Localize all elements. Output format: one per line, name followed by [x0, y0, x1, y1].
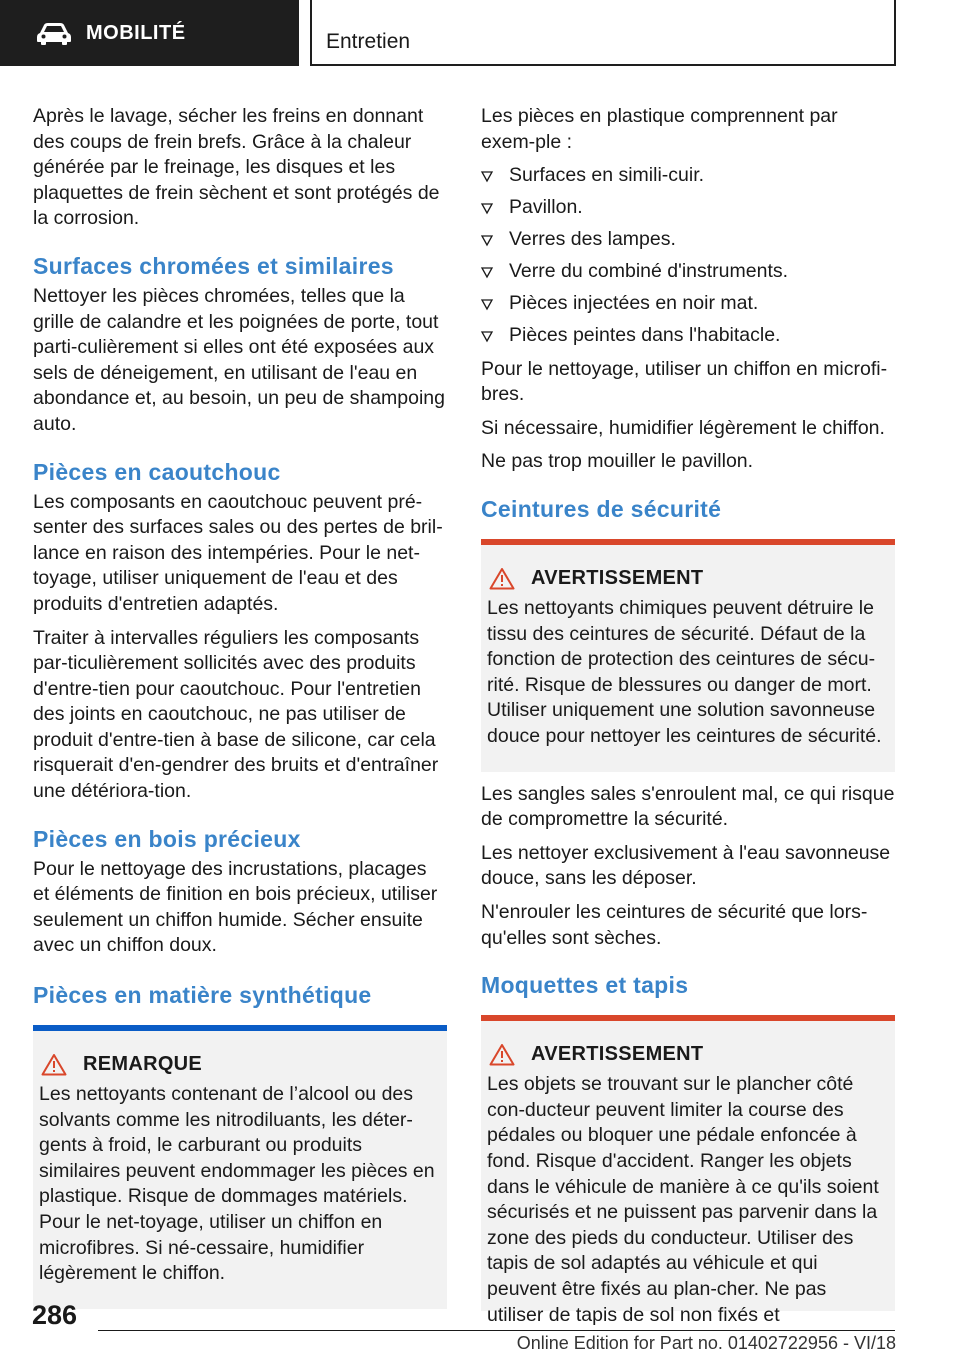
notice-box-carpets [481, 1021, 895, 1326]
belts-paragraph-2: Les nettoyer exclusivement à l'eau savonneuse douce, sans les déposer. [481, 841, 891, 890]
triangle-bullet-icon [481, 203, 493, 214]
heading-chrome: Surfaces chromées et similaires [33, 252, 394, 279]
section-tab [0, 0, 299, 66]
page-number: 286 [32, 1300, 78, 1330]
notice-title-row [487, 567, 887, 590]
notice-title: REMARQUE [83, 1053, 203, 1076]
left-column [33, 104, 447, 1321]
notice-box-remarque [33, 1031, 447, 1309]
belts-paragraph-3: N'enrouler les ceintures de sécurité que lors-qu'elles sont sèches. [481, 901, 868, 949]
plastic-paragraph-3: Ne pas trop mouiller le pavillon. [481, 450, 754, 473]
rubber-paragraph-1: Les composants en caoutchouc peuvent pré-senter des surfaces sales ou des pertes de bril-lance en raison des intempéries. Pour le net-toyage, utiliser uniquement de l'eau et des produits d'entretien adaptés. [33, 490, 443, 615]
plastic-list [481, 163, 895, 349]
warning-triangle-icon [489, 567, 515, 590]
car-icon [36, 21, 72, 45]
triangle-bullet-icon [481, 171, 493, 182]
heading-carpets: Moquettes et tapis [481, 971, 895, 1021]
wood-paragraph: Pour le nettoyage des incrustations, placages et éléments de finition en bois précieux, utiliser seulement un chiffon humide. Sécher ensuite avec un chiffon doux. [33, 857, 438, 957]
list-item: Verres des lampes. [481, 227, 895, 253]
section-label: MOBILITÉ [86, 21, 186, 44]
list-item: Surfaces en simili-cuir. [481, 163, 895, 189]
list-item: Pièces injectées en noir mat. [481, 291, 895, 317]
notice-text: Les nettoyants contenant de l’alcool ou des solvants comme les nitrodiluants, les déter-gents à froid, le carburant ou produits similaires peuvent endommager les pièces en plastique. Risque de dommages matériels. Pour le net-toyage, utiliser un chiffon en microfibres. Si né-cessaire, humidifier légèrement le chiffon. [39, 1083, 435, 1285]
triangle-bullet-icon [481, 235, 493, 246]
notice-box-belts [481, 545, 895, 772]
warning-triangle-icon [489, 1043, 515, 1066]
plastic-intro: Les pièces en plastique comprennent par exem-ple : [481, 105, 838, 153]
plastic-paragraph-1: Pour le nettoyage, utiliser un chiffon en microfi-bres. [481, 357, 888, 406]
chrome-paragraph: Nettoyer les pièces chromées, telles que la grille de calandre et les poignées de porte, tout parti-culièrement si elles ont été exposées aux sels de déneigement, en utilisant de l'eau en abondance et, au besoin, un peu de shampoing auto. [33, 284, 445, 435]
right-column [481, 104, 895, 1326]
footer-edition: Online Edition for Part no. 01402722956 - VI/18 [516, 1333, 896, 1353]
list-item: Pièces peintes dans l'habitacle. [481, 323, 895, 349]
notice-text: Les nettoyants chimiques peuvent détruire le tissu des ceintures de sécurité. Défaut de la fonction de protection des ceintures de sécu-rité. Risque de blessures ou danger de mort. Utiliser uniquement une solution savonneuse douce pour nettoyer les ceintures de sécurité. [487, 597, 882, 748]
footer-divider [98, 1330, 895, 1331]
list-item: Pavillon. [481, 195, 895, 221]
notice-text: Les objets se trouvant sur le plancher côté con-ducteur peuvent limiter la course des pédales ou bloquer une pédale enfoncée à fond. Risque d'accident. Ranger les objets dans le véhicule de manière à ce qu'ils soient sécurisés et ne puissent pas parvenir dans la zone des pieds du conducteur. Utiliser des tapis de sol adaptés au véhicule et qui peuvent être fixés au plan-cher. Ne pas utiliser de tapis de sol non fixés et [487, 1073, 879, 1326]
intro-paragraph: Après le lavage, sécher les freins en donnant des coups de frein brefs. Grâce à la chaleur générée par le freinage, les disques et les plaquettes de frein sèchent et sont protégés de la corrosion. [33, 105, 440, 230]
heading-synthetic: Pièces en matière synthétique [33, 981, 447, 1031]
triangle-bullet-icon [481, 299, 493, 310]
rubber-paragraph-2: Traiter à intervalles réguliers les composants par-ticulièrement sollicités avec des produits d'entre-tien pour caoutchouc. Pour l'entretien des joints en caoutchouc, ne pas utiliser de produit d'entre-tien à base de silicone, car cela risquerait d'en-gendrer des bruits et d'entraîner une détériora-tion. [33, 626, 439, 803]
notice-title-row [487, 1043, 887, 1066]
list-item: Verre du combiné d'instruments. [481, 259, 895, 285]
triangle-bullet-icon [481, 331, 493, 342]
notice-title-row [39, 1053, 439, 1076]
heading-rubber: Pièces en caoutchouc [33, 458, 281, 485]
triangle-bullet-icon [481, 267, 493, 278]
notice-title: AVERTISSEMENT [531, 1043, 704, 1066]
plastic-paragraph-2: Si nécessaire, humidifier légèrement le chiffon. [481, 416, 885, 439]
chapter-tab [310, 0, 896, 66]
heading-belts: Ceintures de sécurité [481, 495, 895, 545]
heading-wood: Pièces en bois précieux [33, 825, 301, 852]
chapter-label: Entretien [326, 30, 411, 53]
belts-paragraph-1: Les sangles sales s'enroulent mal, ce qui risque de compromettre la sécurité. [481, 782, 895, 831]
notice-title: AVERTISSEMENT [531, 567, 704, 590]
warning-triangle-icon [41, 1053, 67, 1076]
